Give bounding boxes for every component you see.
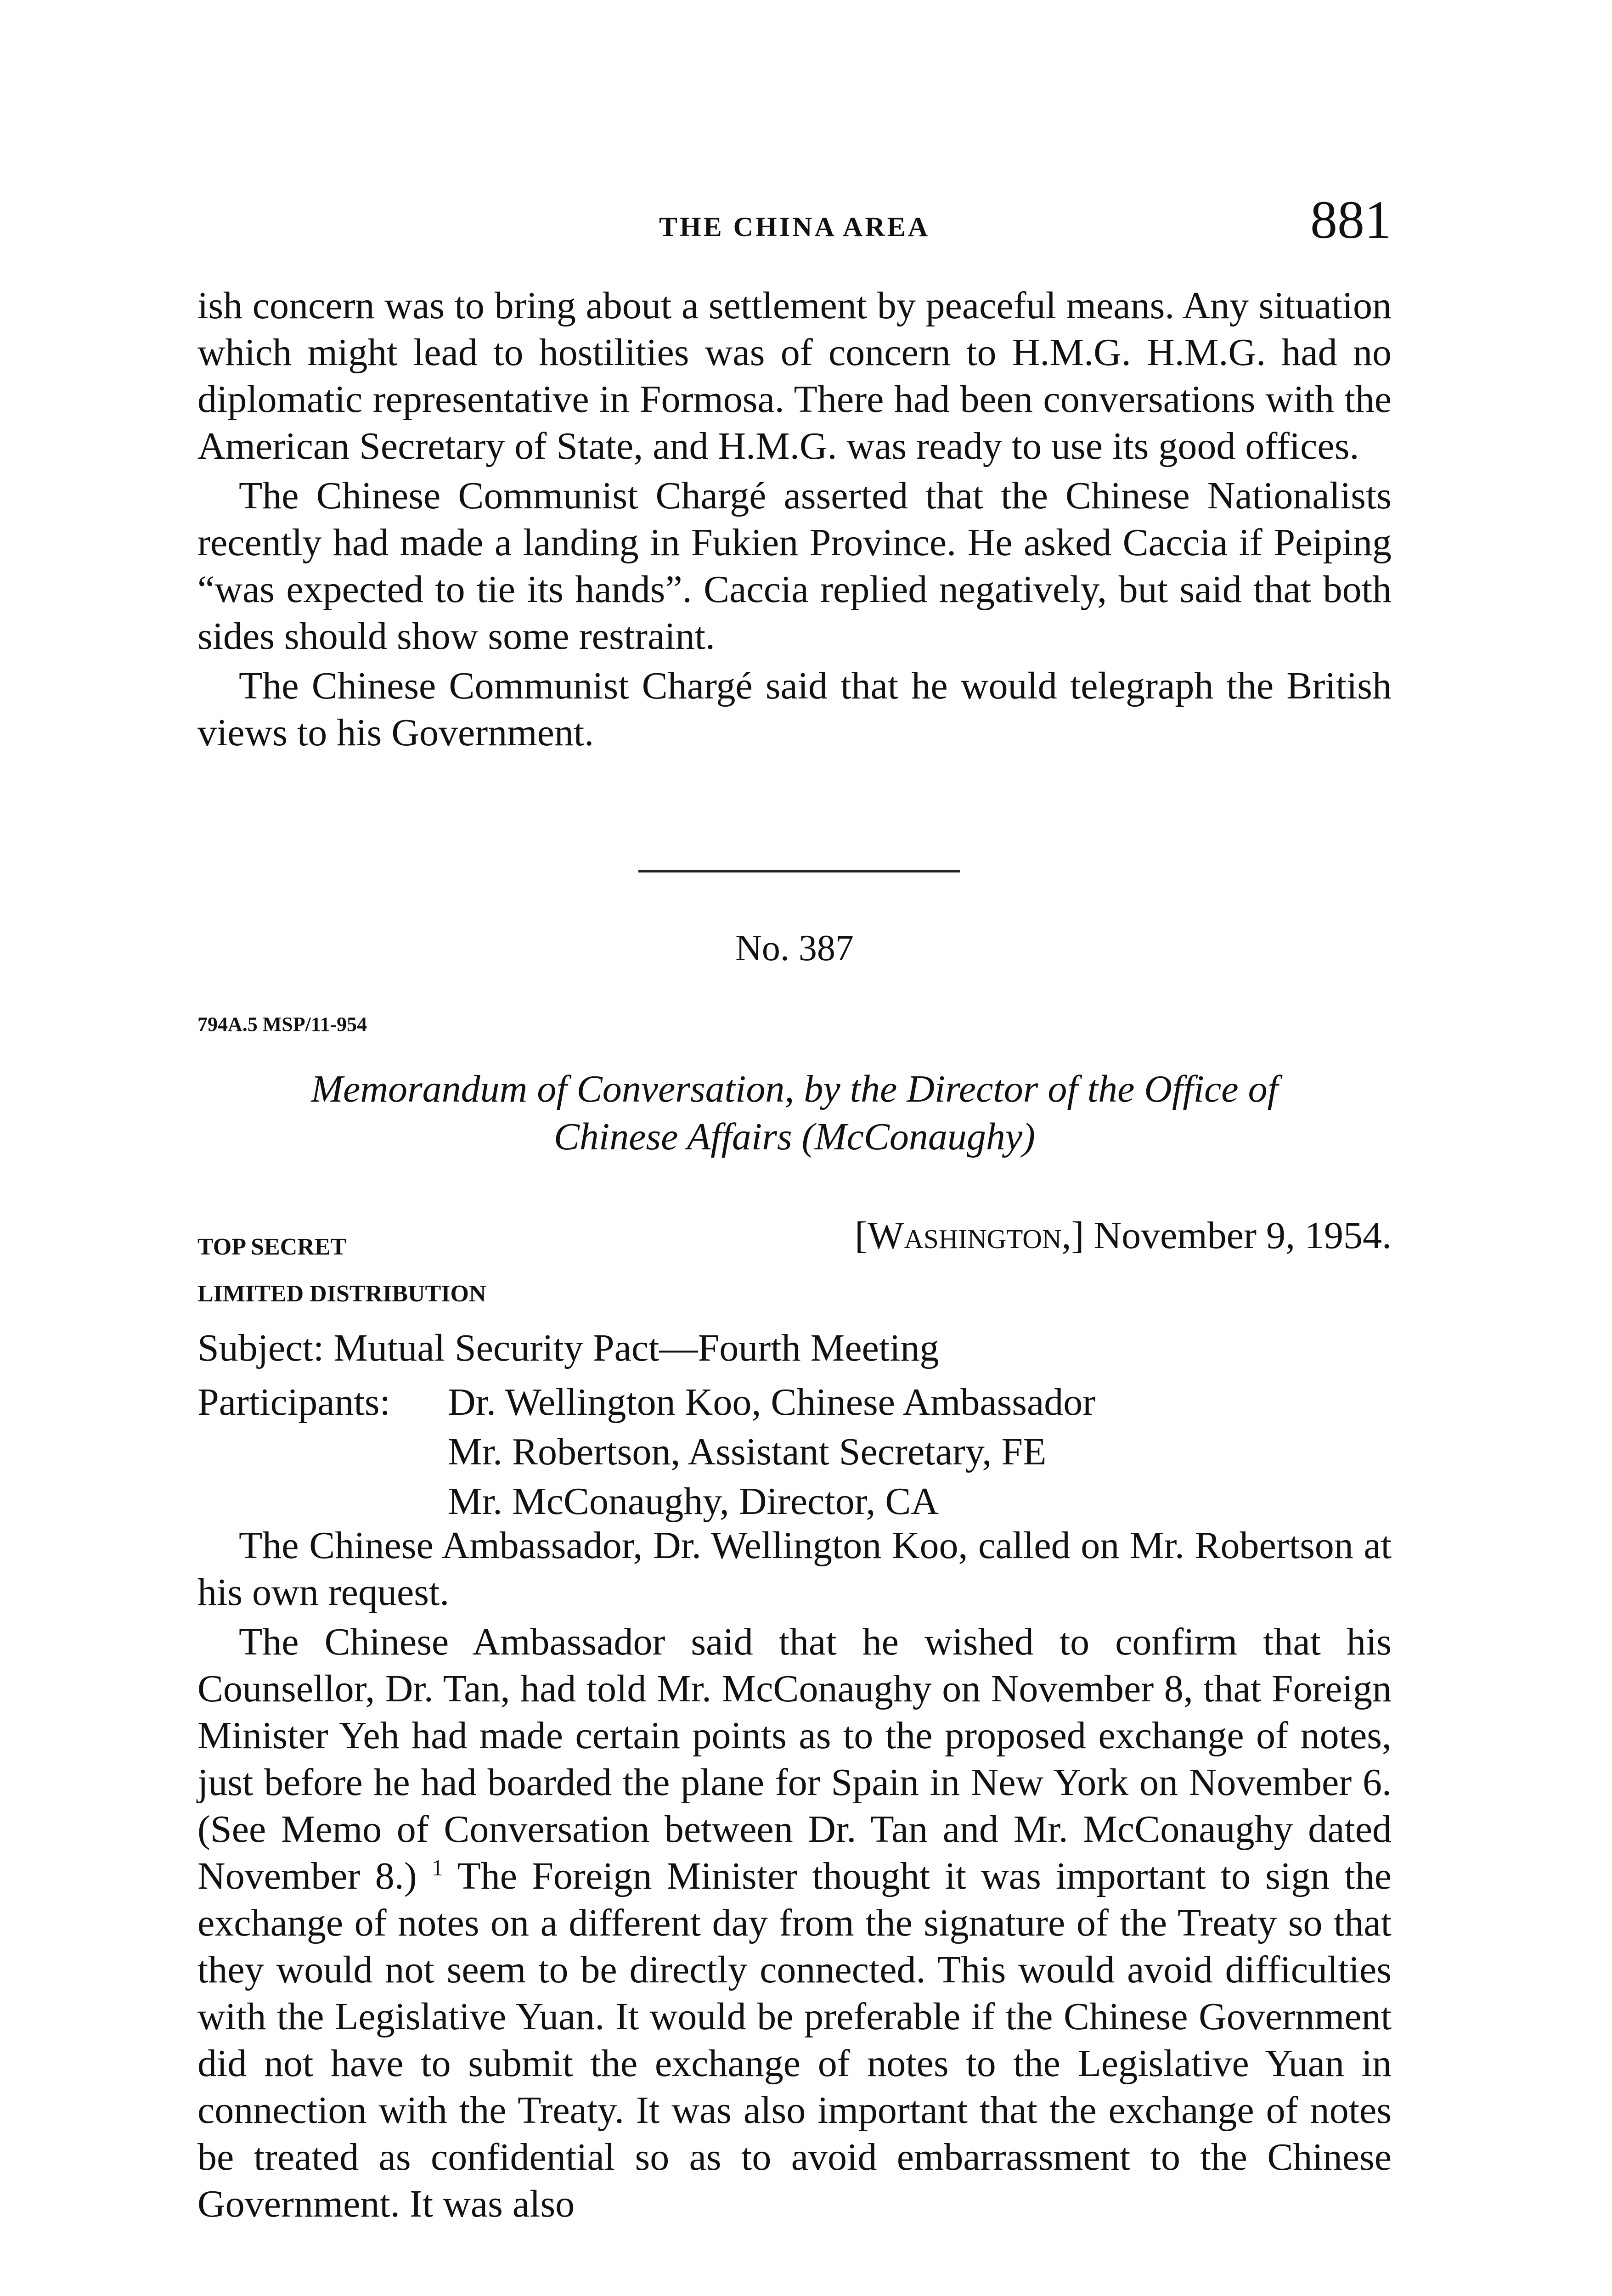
participants-label: Participants:	[197, 1381, 390, 1424]
participant-entry: Mr. McConaughy, Director, CA	[448, 1480, 939, 1523]
paragraph: ish concern was to bring about a settlement by peaceful means. Any situation which might lead to hostilities was of concern to H.M.G. H.M.G. had no diplomatic representative in Formosa. There had been conversations with the American Secretary of State, and H.M.G. was ready to use its good offices.	[197, 284, 1392, 467]
participant-entry: Dr. Wellington Koo, Chinese Ambassador	[448, 1381, 1096, 1424]
document-title-line: Memorandum of Conversation, by the Director of the Office of	[311, 1068, 1278, 1110]
participants-list	[448, 1378, 1412, 1526]
running-head	[197, 190, 1392, 257]
classification-level: TOP SECRET	[197, 1234, 347, 1260]
footnote-reference[interactable]: 1	[431, 1855, 443, 1880]
dateline	[855, 1212, 1392, 1259]
paragraph: The Chinese Ambassador, Dr. Wellington Koo, called on Mr. Robertson at his own request.	[197, 1524, 1392, 1614]
classification-marking	[197, 1224, 486, 1317]
running-title: THE CHINA AREA	[659, 212, 930, 242]
dateline-place: [Washington,]	[855, 1214, 1084, 1257]
document-title-line: Chinese Affairs (McConaughy)	[553, 1115, 1036, 1158]
section-divider	[638, 870, 960, 872]
paragraph: The Chinese Communist Chargé asserted that the Chinese Nationalists recently had made a landing in Fukien Province. He asked Caccia if Peiping “was expected to tie its hands”. Caccia replied negatively, but said that both sides should show some restraint.	[197, 474, 1392, 658]
continued-text-block	[197, 282, 1392, 756]
paragraph: The Chinese Communist Chargé said that he would telegraph the British views to his Government.	[197, 664, 1392, 754]
document-number: No. 387	[735, 928, 854, 968]
document-title	[197, 1065, 1392, 1161]
subject-line: Subject: Mutual Security Pact—Fourth Meeting	[197, 1327, 939, 1369]
dateline-date: November 9, 1954.	[1093, 1214, 1392, 1257]
paragraph-text: The Foreign Minister thought it was important to sign the exchange of notes on a different day from the signature of the Treaty so that they would not seem to be directly connected. This would avoid difficulties with the Legislative Yuan. It would be preferable if the Chinese Government did not have to submit the exchange of notes to the Legislative Yuan in connection with the Treaty. It was also important that the exchange of notes be treated as confidential so as to avoid embarrassment to the Chinese Government. It was also	[197, 1855, 1392, 2225]
page-number: 881	[1310, 190, 1392, 250]
memorandum-text-block	[197, 1522, 1392, 2228]
distribution-marking: LIMITED DISTRIBUTION	[197, 1281, 486, 1307]
paragraph-text: The Chinese Ambassador said that he wished to confirm that his Counsellor, Dr. Tan, had told Mr. McConaughy on November 8, that Foreign Minister Yeh had made certain points as to the proposed exchange of notes, just before he had boarded the plane for Spain in New York on November 6. (See Memo of Conversation between Dr. Tan and Mr. McConaughy dated November 8.)	[197, 1621, 1392, 1897]
paragraph-with-footnote	[197, 1619, 1392, 2228]
participant-entry: Mr. Robertson, Assistant Secretary, FE	[448, 1430, 1047, 1473]
file-reference: 794A.5 MSP/11-954	[197, 1013, 367, 1035]
